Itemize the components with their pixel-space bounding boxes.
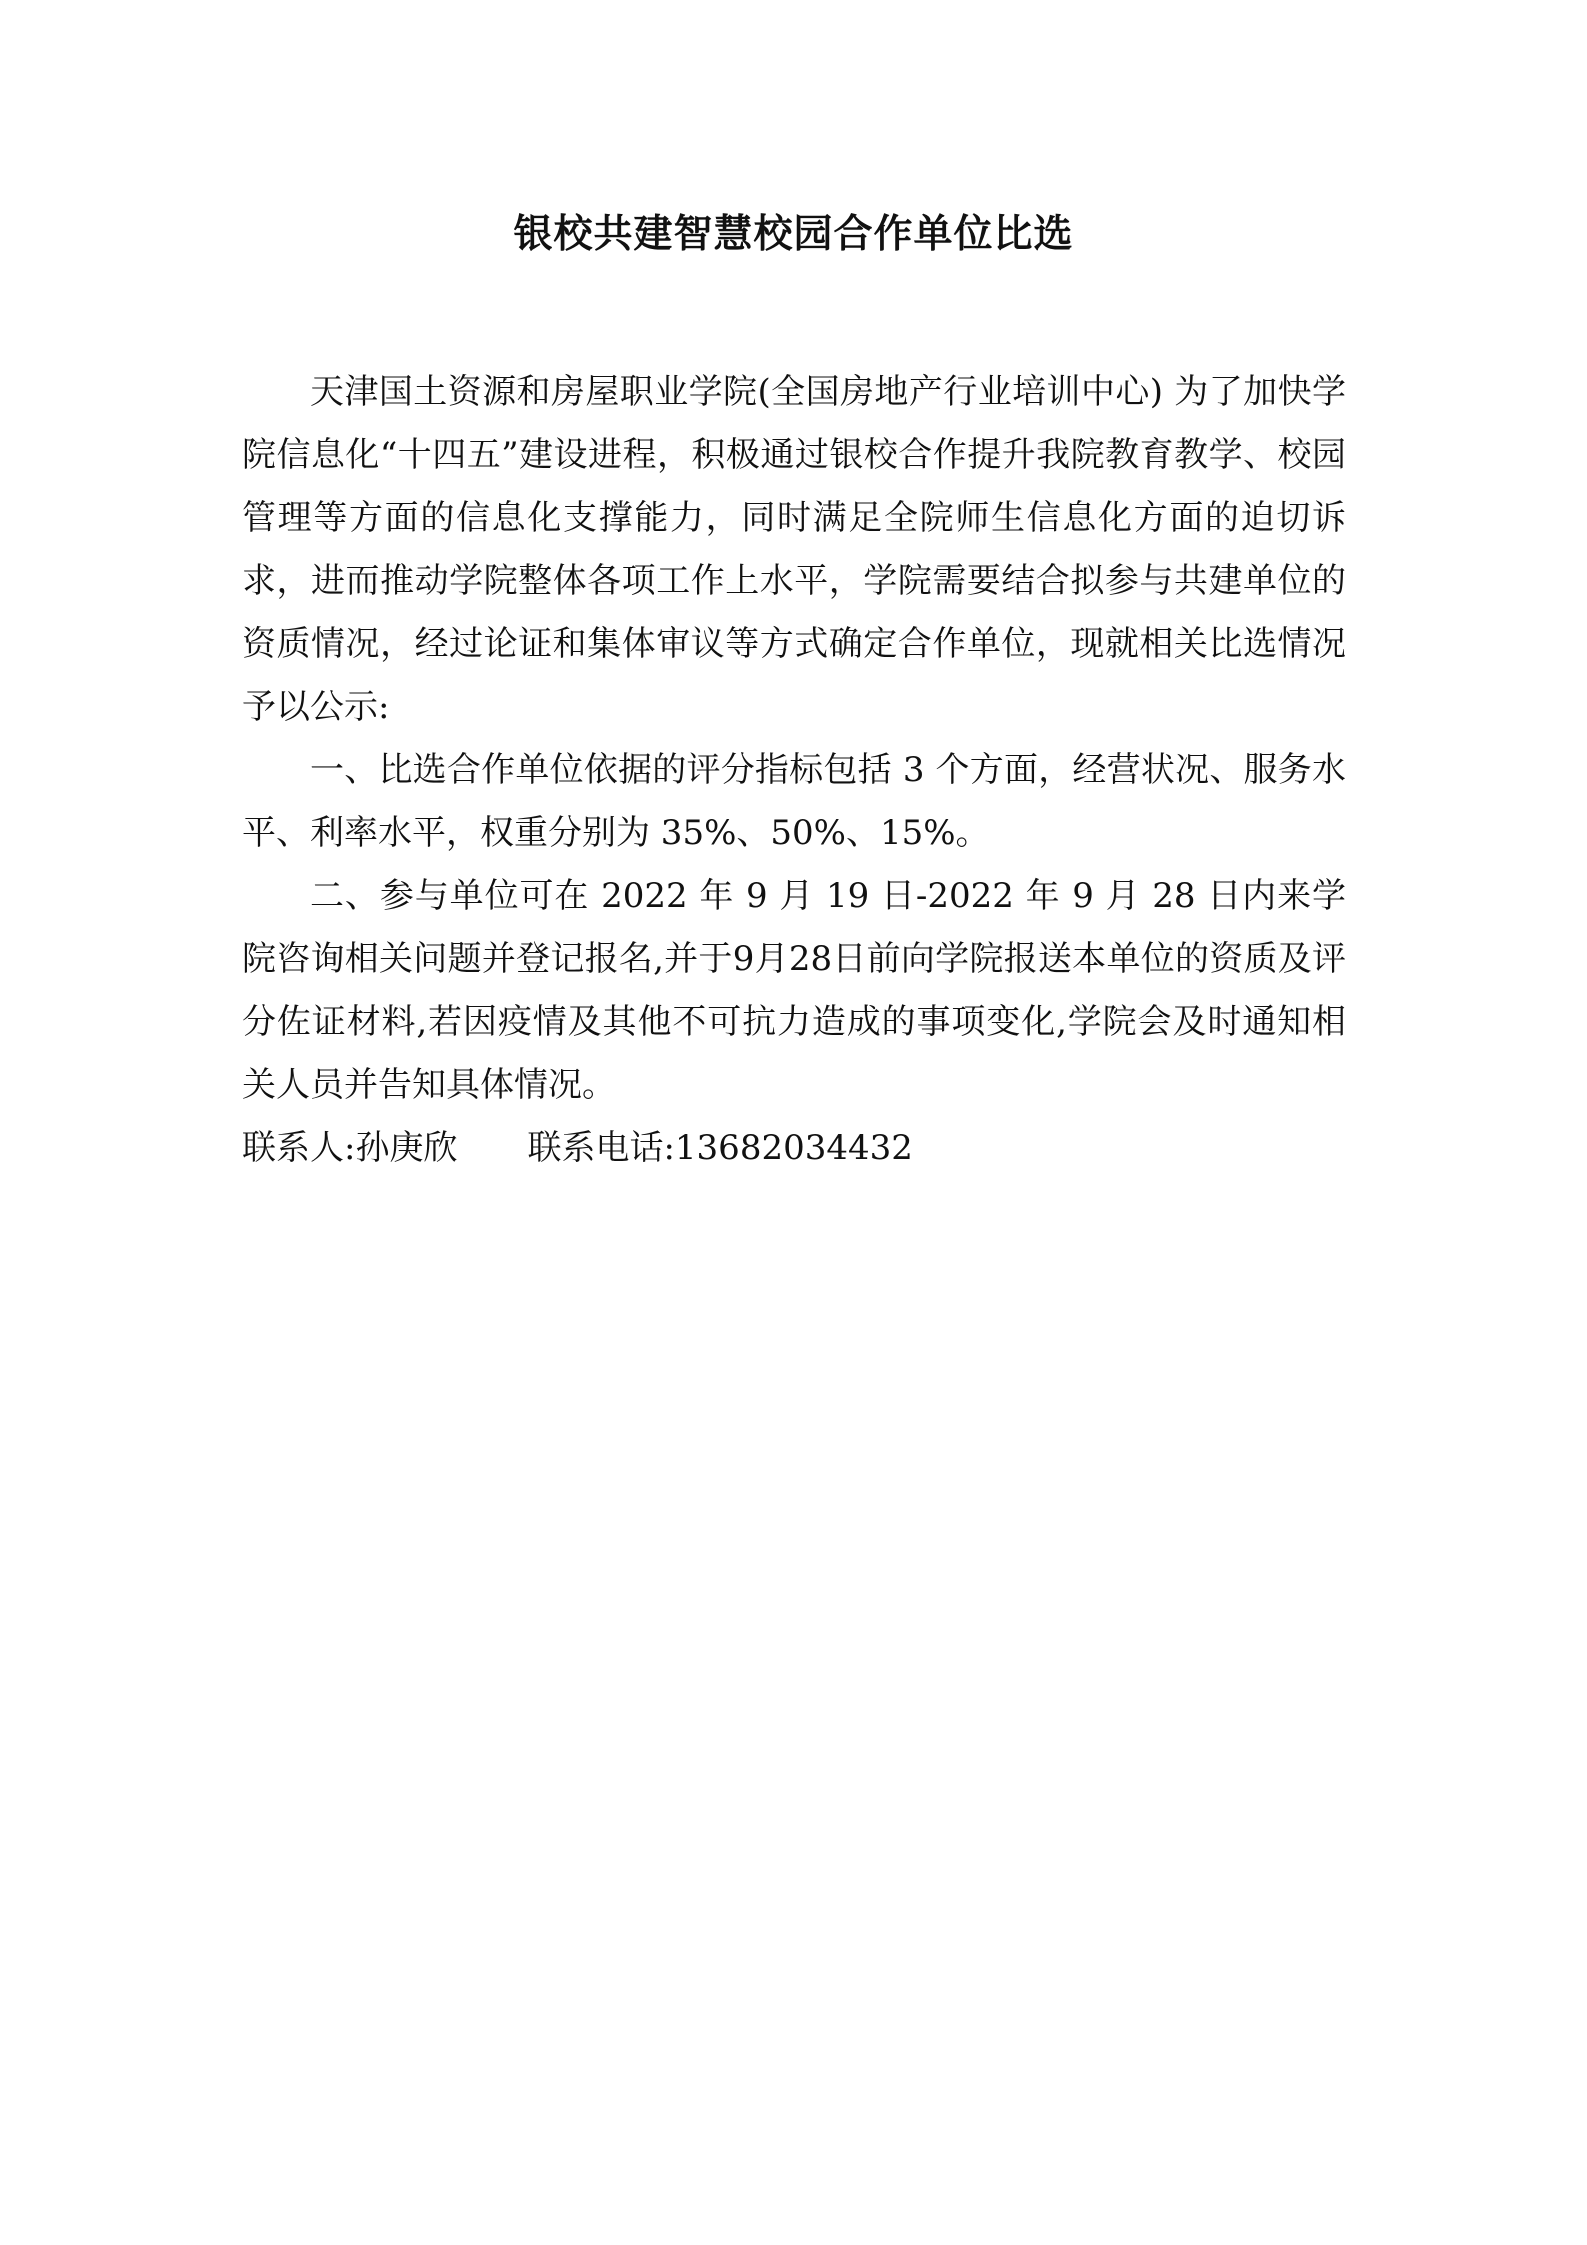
contact-person: 联系人:孙庚欣 bbox=[242, 1128, 458, 1168]
paragraph-scoring-criteria: 一、比选合作单位依据的评分指标包括 3 个方面，经营状况、服务水平、利率水平，权重分别为 35%、50%、15%。 bbox=[242, 750, 1346, 853]
document-title: 银校共建智慧校园合作单位比选 bbox=[513, 211, 1074, 257]
paragraph-intro: 天津国土资源和房屋职业学院(全国房地产行业培训中心) 为了加快学院信息化“十四五”建设进程，积极通过银校合作提升我院教育教学、校园管理等方面的信息化支撑能力，同时满足全院师生信息化方面的迫切诉求，进而推动学院整体各项工作上水平，学院需要结合拟参与共建单位的资质情况，经过论证和集体审议等方式确定合作单位，现就相关比选情况予以公示: bbox=[242, 372, 1346, 727]
contact-phone: 联系电话:13682034432 bbox=[527, 1128, 913, 1168]
document-body bbox=[242, 361, 1346, 1180]
contact-line bbox=[242, 1117, 1346, 1180]
paragraph-registration: 二、参与单位可在 2022 年 9 月 19 日-2022 年 9 月 28 日内来学院咨询相关问题并登记报名,并于9月28日前向学院报送本单位的资质及评分佐证材料,若因疫情及其他不可抗力造成的事项变化,学院会及时通知相关人员并告知具体情况。 bbox=[242, 876, 1346, 1105]
